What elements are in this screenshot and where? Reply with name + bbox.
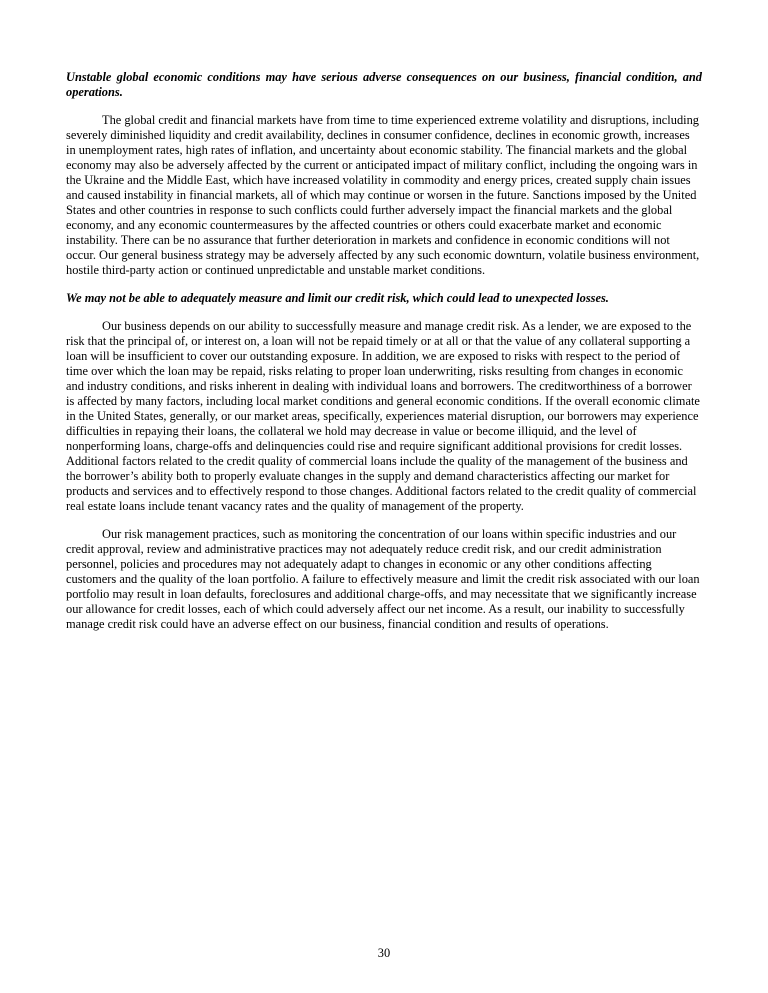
page-number: 30 [377,946,391,960]
risk-factor-heading-economic-conditions: Unstable global economic conditions may have serious adverse consequences on our business, financial condition, and operations. [66,70,702,99]
risk-factor-heading-credit-risk: We may not be able to adequately measure and limit our credit risk, which could lead to unexpected losses. [66,291,609,305]
paragraph-global-credit-markets: The global credit and financial markets have from time to time experienced extreme volatility and disruptions, including severely diminished liquidity and credit availability, declines in consumer confidence, declines in economic growth, increases in unemployment rates, high rates of inflation, and uncertainty about economic stability. The financial markets and the global economy may also be adversely affected by the current or anticipated impact of military conflict, including the ongoing wars in the Ukraine and the Middle East, which have increased volatility in commodity and energy prices, created supply chain issues and caused instability in financial markets, all of which may continue or worsen in the future. Sanctions imposed by the United States and other countries in response to such conflicts could further adversely impact the financial markets and the global economy, and any economic countermeasures by the affected countries or others could exacerbate market and economic instability. There can be no assurance that further deterioration in markets and confidence in economic conditions will not occur. Our general business strategy may be adversely affected by any such economic downturn, volatile business environment, hostile third-party action or continued unpredictable and unstable market conditions. [66,113,700,277]
paragraph-risk-management-practices: Our risk management practices, such as monitoring the concentration of our loans within specific industries and our credit approval, review and administrative practices may not adequately reduce credit risk, and our credit administration personnel, policies and procedures may not adequately adapt to changes in economic or any other conditions affecting customers and the quality of the loan portfolio. A failure to effectively measure and limit the credit risk associated with our loan portfolio may result in loan defaults, foreclosures and additional charge-offs, and may necessitate that we significantly increase our allowance for credit losses, each of which could adversely affect our net income. As a result, our inability to successfully manage credit risk could have an adverse effect on our business, financial condition and results of operations. [66,527,700,631]
paragraph-credit-risk-measurement: Our business depends on our ability to successfully measure and manage credit risk. As a lender, we are exposed to the risk that the principal of, or interest on, a loan will not be repaid timely or at all or that the value of any collateral supporting a loan will be insufficient to cover our outstanding exposure. In addition, we are exposed to risks with respect to the period of time over which the loan may be repaid, risks relating to proper loan underwriting, risks resulting from changes in economic and industry conditions, and risks inherent in dealing with individual loans and borrowers. The creditworthiness of a borrower is affected by many factors, including local market conditions and general economic conditions. If the overall economic climate in the United States, generally, or our market areas, specifically, experiences material disruption, our borrowers may experience difficulties in repaying their loans, the collateral we hold may decrease in value or become illiquid, and the level of nonperforming loans, charge-offs and delinquencies could rise and require significant additional provisions for credit losses. Additional factors related to the credit quality of commercial loans include the quality of the management of the business and the borrower’s ability both to properly evaluate changes in the supply and demand characteristics affecting our market for products and services and to effectively respond to those changes. Additional factors related to the credit quality of commercial real estate loans include tenant vacancy rates and the quality of management of the property. [66,319,700,513]
